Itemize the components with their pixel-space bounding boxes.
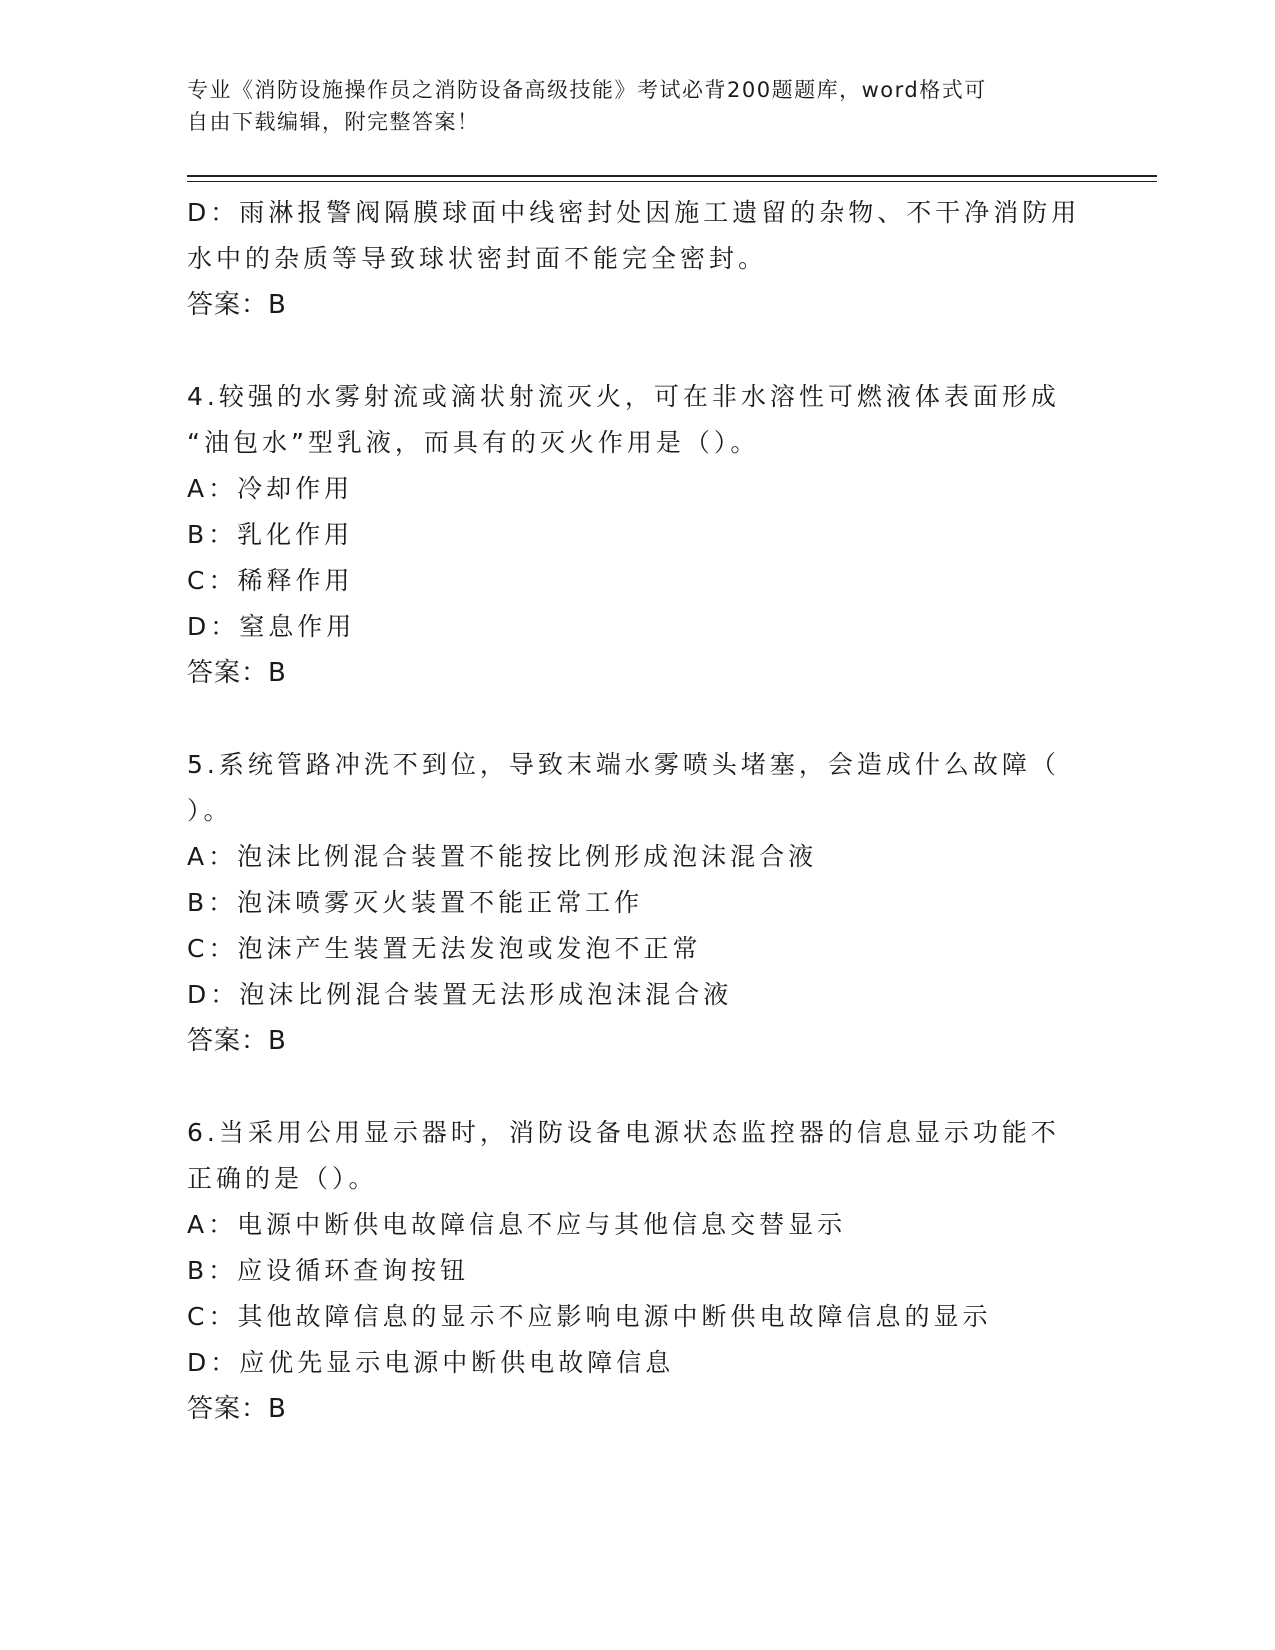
question-stem: 5.系统管路冲洗不到位，导致末端水雾喷头堵塞，会造成什么故障（ bbox=[187, 750, 1060, 779]
prev-question bbox=[187, 190, 1081, 328]
option-b: B：应设循环查询按钮 bbox=[187, 1256, 470, 1285]
option-b: B：乳化作用 bbox=[187, 520, 354, 549]
document-header bbox=[187, 74, 1087, 138]
option-d: D：应优先显示电源中断供电故障信息 bbox=[187, 1348, 675, 1377]
header-rule-thick bbox=[187, 175, 1157, 177]
option-d: D：窒息作用 bbox=[187, 612, 356, 641]
answer: 答案：B bbox=[187, 658, 287, 688]
answer: 答案：B bbox=[187, 1026, 287, 1056]
option-c: C：其他故障信息的显示不应影响电源中断供电故障信息的显示 bbox=[187, 1302, 992, 1331]
header-rule-thin bbox=[187, 181, 1157, 182]
answer: 答案：B bbox=[187, 1394, 287, 1424]
document-body bbox=[187, 190, 1081, 1432]
question-stem-continued: ）。 bbox=[187, 796, 233, 825]
question-stem: 6.当采用公用显示器时，消防设备电源状态监控器的信息显示功能不 bbox=[187, 1118, 1060, 1147]
header-line-1: 专业《消防设施操作员之消防设备高级技能》考试必背200题题库，word格式可 bbox=[187, 78, 987, 102]
option-a: A：泡沫比例混合装置不能按比例形成泡沫混合液 bbox=[187, 842, 818, 871]
option-d: D：泡沫比例混合装置无法形成泡沫混合液 bbox=[187, 980, 733, 1009]
question-6 bbox=[187, 1110, 1077, 1432]
question-4 bbox=[187, 374, 1077, 696]
option-c: C：泡沫产生装置无法发泡或发泡不正常 bbox=[187, 934, 702, 963]
question-stem: 4.较强的水雾射流或滴状射流灭火，可在非水溶性可燃液体表面形成 bbox=[187, 382, 1060, 411]
option-a: A：电源中断供电故障信息不应与其他信息交替显示 bbox=[187, 1210, 847, 1239]
answer: 答案：B bbox=[187, 290, 287, 320]
question-stem-continued: 正确的是（）。 bbox=[187, 1164, 378, 1193]
question-5 bbox=[187, 742, 1077, 1064]
header-line-2: 自由下载编辑，附完整答案！ bbox=[187, 110, 480, 134]
option-c: C：稀释作用 bbox=[187, 566, 354, 595]
option-a: A：冷却作用 bbox=[187, 474, 354, 503]
question-stem-continued: “油包水”型乳液，而具有的灭火作用是（）。 bbox=[187, 428, 760, 457]
option-b: B：泡沫喷雾灭火装置不能正常工作 bbox=[187, 888, 644, 917]
option-d-continued: 水中的杂质等导致球状密封面不能完全密封。 bbox=[187, 244, 768, 273]
option-d: D：雨淋报警阀隔膜球面中线密封处因施工遗留的杂物、不干净消防用 bbox=[187, 198, 1081, 227]
